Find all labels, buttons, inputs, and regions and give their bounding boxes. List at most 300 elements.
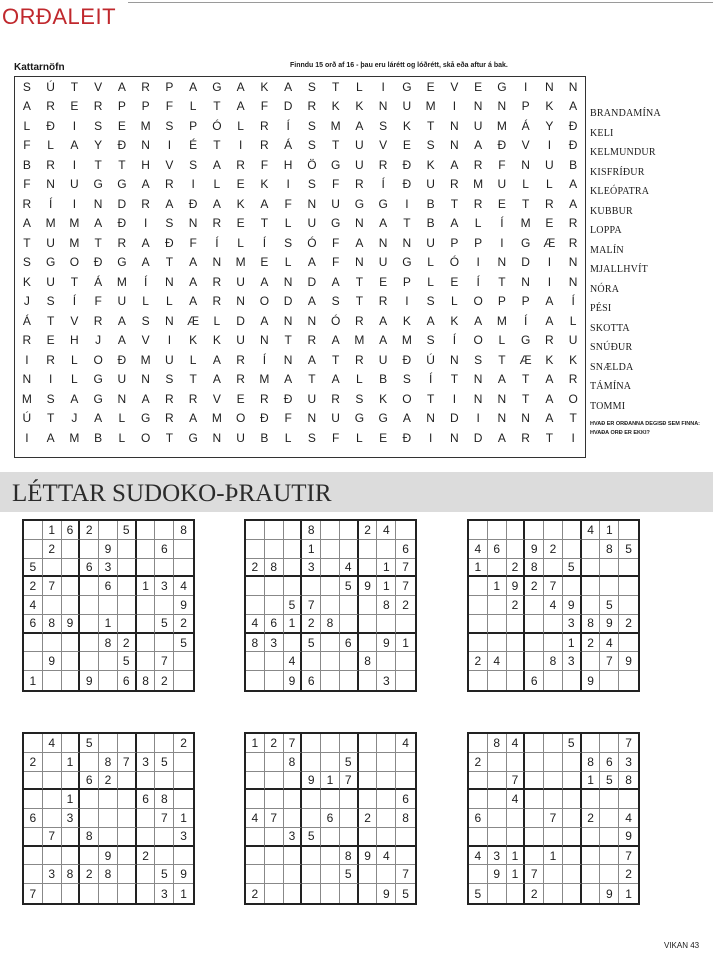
sudoku-cell[interactable]: [359, 559, 378, 578]
sudoku-cell[interactable]: [544, 521, 563, 540]
wordsearch-letter[interactable]: A: [307, 352, 316, 367]
sudoku-cell[interactable]: [525, 596, 544, 615]
wordsearch-letter[interactable]: K: [379, 391, 388, 406]
wordsearch-letter[interactable]: I: [167, 333, 172, 348]
sudoku-cell[interactable]: [284, 772, 303, 791]
wordsearch-letter[interactable]: E: [70, 99, 79, 114]
sudoku-cell[interactable]: [99, 809, 118, 828]
sudoku-cell[interactable]: [582, 559, 601, 578]
wordsearch-letter[interactable]: S: [426, 333, 435, 348]
sudoku-cell[interactable]: [174, 847, 193, 866]
sudoku-cell[interactable]: [321, 652, 340, 671]
wordsearch-letter[interactable]: N: [521, 411, 530, 426]
wordsearch-letter[interactable]: V: [212, 391, 221, 406]
wordsearch-letter[interactable]: Í: [143, 274, 148, 289]
sudoku-cell[interactable]: [80, 753, 99, 772]
sudoku-cell[interactable]: [600, 790, 619, 809]
wordsearch-letter[interactable]: G: [520, 333, 531, 348]
wordsearch-letter[interactable]: G: [330, 157, 341, 172]
wordsearch-letter[interactable]: V: [379, 138, 388, 153]
sudoku-cell[interactable]: [24, 865, 43, 884]
sudoku-cell[interactable]: [302, 847, 321, 866]
wordsearch-letter[interactable]: U: [378, 352, 388, 367]
sudoku-cell[interactable]: [563, 772, 582, 791]
wordsearch-letter[interactable]: M: [211, 411, 222, 426]
wordsearch-letter[interactable]: N: [521, 157, 530, 172]
wordsearch-letter[interactable]: M: [235, 255, 246, 270]
sudoku-cell[interactable]: [377, 865, 396, 884]
sudoku-cell[interactable]: [359, 828, 378, 847]
wordsearch-letter[interactable]: R: [355, 177, 364, 192]
wordsearch-letter[interactable]: R: [355, 313, 364, 328]
sudoku-cell[interactable]: [582, 790, 601, 809]
wordsearch-letter[interactable]: V: [70, 313, 79, 328]
sudoku-cell[interactable]: [99, 596, 118, 615]
wordsearch-letter[interactable]: A: [212, 352, 221, 367]
wordsearch-letter[interactable]: R: [568, 235, 578, 250]
sudoku-cell[interactable]: [99, 790, 118, 809]
wordsearch-letter[interactable]: L: [142, 294, 149, 309]
sudoku-cell[interactable]: [544, 865, 563, 884]
wordsearch-letter[interactable]: T: [94, 235, 102, 250]
sudoku-cell[interactable]: [118, 790, 137, 809]
sudoku-cell[interactable]: [488, 634, 507, 653]
wordsearch-letter[interactable]: S: [331, 294, 340, 309]
wordsearch-letter[interactable]: K: [331, 99, 340, 114]
wordsearch-letter[interactable]: R: [165, 411, 174, 426]
sudoku-cell[interactable]: [544, 753, 563, 772]
sudoku-cell[interactable]: [43, 559, 62, 578]
wordsearch-letter[interactable]: F: [23, 177, 31, 192]
wordsearch-letter[interactable]: I: [286, 177, 290, 192]
wordsearch-letter[interactable]: U: [236, 430, 245, 445]
wordsearch-letter[interactable]: S: [22, 79, 31, 94]
wordsearch-letter[interactable]: F: [498, 157, 506, 172]
sudoku-cell[interactable]: [302, 577, 321, 596]
sudoku-cell[interactable]: [80, 809, 99, 828]
wordsearch-letter[interactable]: A: [94, 411, 103, 426]
wordsearch-letter[interactable]: N: [473, 99, 483, 114]
wordsearch-letter[interactable]: T: [213, 138, 221, 153]
wordsearch-letter[interactable]: R: [355, 352, 364, 367]
wordsearch-letter[interactable]: B: [94, 430, 103, 445]
wordsearch-letter[interactable]: T: [94, 157, 102, 172]
wordsearch-letter[interactable]: Ð: [568, 138, 578, 153]
sudoku-cell[interactable]: [525, 615, 544, 634]
sudoku-cell[interactable]: [321, 734, 340, 753]
sudoku-cell[interactable]: [284, 521, 303, 540]
wordsearch-letter[interactable]: A: [165, 196, 174, 211]
sudoku-cell[interactable]: [174, 772, 193, 791]
wordsearch-letter[interactable]: L: [284, 430, 292, 445]
wordsearch-letter[interactable]: N: [307, 196, 317, 211]
wordsearch-letter[interactable]: A: [189, 274, 198, 289]
sudoku-cell[interactable]: [377, 652, 396, 671]
sudoku-cell[interactable]: [525, 828, 544, 847]
wordsearch-letter[interactable]: P: [165, 79, 174, 94]
wordsearch-letter[interactable]: A: [331, 274, 340, 289]
wordsearch-letter[interactable]: T: [189, 372, 197, 387]
wordsearch-letter[interactable]: E: [236, 391, 245, 406]
sudoku-cell[interactable]: [377, 753, 396, 772]
sudoku-cell[interactable]: [359, 596, 378, 615]
wordsearch-letter[interactable]: M: [330, 118, 341, 133]
sudoku-cell[interactable]: [488, 753, 507, 772]
sudoku-cell[interactable]: [265, 865, 284, 884]
sudoku-cell[interactable]: [525, 634, 544, 653]
sudoku-cell[interactable]: [43, 596, 62, 615]
wordsearch-letter[interactable]: T: [403, 216, 411, 231]
wordsearch-letter[interactable]: M: [116, 274, 127, 289]
wordsearch-letter[interactable]: Í: [48, 196, 53, 211]
sudoku-cell[interactable]: [340, 828, 359, 847]
sudoku-cell[interactable]: [302, 865, 321, 884]
sudoku-cell[interactable]: [582, 577, 601, 596]
sudoku-cell[interactable]: [563, 790, 582, 809]
sudoku-cell[interactable]: [619, 596, 638, 615]
sudoku-cell[interactable]: [155, 847, 174, 866]
wordsearch-letter[interactable]: R: [22, 333, 32, 348]
wordsearch-letter[interactable]: U: [117, 294, 127, 309]
wordsearch-letter[interactable]: M: [140, 352, 151, 367]
sudoku-cell[interactable]: [359, 540, 378, 559]
wordsearch-letter[interactable]: R: [46, 157, 55, 172]
wordsearch-letter[interactable]: A: [355, 235, 364, 250]
sudoku-cell[interactable]: [359, 734, 378, 753]
sudoku-cell[interactable]: [321, 790, 340, 809]
wordsearch-letter[interactable]: F: [284, 196, 292, 211]
sudoku-cell[interactable]: [265, 828, 284, 847]
sudoku-cell[interactable]: [265, 540, 284, 559]
sudoku-cell[interactable]: [99, 734, 118, 753]
sudoku-cell[interactable]: [43, 772, 62, 791]
sudoku-cell[interactable]: [544, 734, 563, 753]
sudoku-cell[interactable]: [137, 809, 156, 828]
wordsearch-letter[interactable]: Ð: [402, 352, 412, 367]
wordsearch-letter[interactable]: I: [191, 177, 195, 192]
wordsearch-letter[interactable]: M: [354, 333, 365, 348]
sudoku-cell[interactable]: [359, 753, 378, 772]
sudoku-cell[interactable]: [377, 790, 396, 809]
wordsearch-letter[interactable]: N: [450, 138, 459, 153]
wordsearch-letter[interactable]: T: [426, 391, 435, 406]
sudoku-cell[interactable]: [246, 865, 265, 884]
sudoku-cell[interactable]: [265, 790, 284, 809]
wordsearch-letter[interactable]: S: [165, 216, 174, 231]
wordsearch-letter[interactable]: N: [283, 274, 293, 289]
wordsearch-letter[interactable]: T: [426, 118, 435, 133]
sudoku-cell[interactable]: [284, 634, 303, 653]
sudoku-cell[interactable]: [302, 809, 321, 828]
wordsearch-letter[interactable]: T: [521, 391, 530, 406]
sudoku-cell[interactable]: [137, 521, 156, 540]
wordsearch-letter[interactable]: T: [260, 216, 269, 231]
sudoku-cell[interactable]: [469, 634, 488, 653]
wordsearch-letter[interactable]: F: [331, 235, 340, 250]
wordsearch-letter[interactable]: K: [545, 352, 554, 367]
wordsearch-letter[interactable]: I: [476, 411, 480, 426]
wordsearch-letter[interactable]: I: [428, 430, 433, 445]
sudoku-cell[interactable]: [118, 884, 137, 903]
wordsearch-letter[interactable]: M: [69, 430, 80, 445]
wordsearch-letter[interactable]: Ð: [568, 118, 578, 133]
wordsearch-letter[interactable]: Ö: [307, 157, 317, 172]
wordsearch-letter[interactable]: S: [46, 294, 55, 309]
wordsearch-letter[interactable]: M: [259, 372, 270, 387]
wordsearch-letter[interactable]: L: [284, 255, 292, 270]
wordsearch-letter[interactable]: K: [426, 157, 435, 172]
wordsearch-letter[interactable]: N: [212, 430, 222, 445]
wordsearch-letter[interactable]: I: [405, 294, 409, 309]
sudoku-cell[interactable]: [302, 652, 321, 671]
wordsearch-letter[interactable]: R: [521, 430, 530, 445]
wordsearch-letter[interactable]: O: [235, 411, 246, 426]
sudoku-cell[interactable]: [118, 772, 137, 791]
wordsearch-letter[interactable]: A: [117, 79, 126, 94]
wordsearch-letter[interactable]: E: [426, 79, 435, 94]
sudoku-cell[interactable]: [137, 596, 156, 615]
wordsearch-letter[interactable]: Í: [215, 235, 219, 250]
wordsearch-letter[interactable]: A: [545, 391, 554, 406]
sudoku-cell[interactable]: [321, 559, 340, 578]
sudoku-cell[interactable]: [137, 772, 156, 791]
sudoku-cell[interactable]: [396, 753, 415, 772]
sudoku-cell[interactable]: [24, 521, 43, 540]
wordsearch-letter[interactable]: T: [498, 274, 506, 289]
wordsearch-letter[interactable]: T: [450, 372, 459, 387]
sudoku-cell[interactable]: [321, 540, 340, 559]
sudoku-cell[interactable]: [507, 809, 526, 828]
wordsearch-letter[interactable]: N: [46, 177, 55, 192]
sudoku-cell[interactable]: [469, 772, 488, 791]
wordsearch-letter[interactable]: R: [545, 333, 554, 348]
wordsearch-letter[interactable]: A: [450, 216, 459, 231]
sudoku-cell[interactable]: [284, 577, 303, 596]
sudoku-cell[interactable]: [321, 884, 340, 903]
sudoku-cell[interactable]: [118, 615, 137, 634]
sudoku-cell[interactable]: [80, 596, 99, 615]
wordsearch-letter[interactable]: G: [520, 235, 531, 250]
wordsearch-letter[interactable]: E: [46, 333, 55, 348]
sudoku-cell[interactable]: [582, 828, 601, 847]
sudoku-cell[interactable]: [24, 790, 43, 809]
wordsearch-letter[interactable]: E: [117, 118, 126, 133]
wordsearch-letter[interactable]: G: [378, 411, 388, 426]
sudoku-cell[interactable]: [469, 734, 488, 753]
wordsearch-letter[interactable]: A: [569, 177, 578, 192]
wordsearch-letter[interactable]: K: [545, 99, 554, 114]
wordsearch-letter[interactable]: L: [498, 333, 506, 348]
sudoku-cell[interactable]: [137, 734, 156, 753]
wordsearch-letter[interactable]: G: [188, 430, 198, 445]
wordsearch-letter[interactable]: R: [165, 177, 174, 192]
wordsearch-letter[interactable]: Í: [428, 372, 433, 387]
wordsearch-letter[interactable]: G: [45, 255, 56, 270]
wordsearch-letter[interactable]: U: [307, 391, 317, 406]
wordsearch-letter[interactable]: N: [141, 372, 150, 387]
wordsearch-letter[interactable]: J: [23, 294, 30, 309]
sudoku-cell[interactable]: [359, 671, 378, 690]
wordsearch-letter[interactable]: G: [330, 216, 341, 231]
wordsearch-letter[interactable]: A: [212, 196, 221, 211]
wordsearch-letter[interactable]: E: [474, 79, 483, 94]
sudoku-cell[interactable]: [396, 671, 415, 690]
wordsearch-letter[interactable]: N: [141, 138, 150, 153]
wordsearch-letter[interactable]: A: [189, 79, 198, 94]
sudoku-cell[interactable]: [488, 615, 507, 634]
wordsearch-letter[interactable]: Í: [262, 352, 267, 367]
sudoku-cell[interactable]: [544, 828, 563, 847]
sudoku-cell[interactable]: [469, 865, 488, 884]
wordsearch-letter[interactable]: N: [355, 216, 364, 231]
wordsearch-letter[interactable]: T: [165, 430, 174, 445]
wordsearch-letter[interactable]: Í: [72, 294, 77, 309]
wordsearch-letter[interactable]: I: [547, 138, 552, 153]
sudoku-cell[interactable]: [155, 559, 174, 578]
sudoku-cell[interactable]: [321, 753, 340, 772]
wordsearch-letter[interactable]: Ó: [212, 118, 222, 133]
wordsearch-letter[interactable]: Ú: [426, 352, 435, 367]
wordsearch-letter[interactable]: F: [260, 99, 269, 114]
wordsearch-letter[interactable]: N: [165, 274, 174, 289]
wordsearch-letter[interactable]: T: [355, 274, 364, 289]
wordsearch-letter[interactable]: R: [165, 391, 174, 406]
sudoku-cell[interactable]: [137, 540, 156, 559]
wordsearch-letter[interactable]: H: [141, 157, 150, 172]
wordsearch-letter[interactable]: H: [283, 157, 293, 172]
wordsearch-letter[interactable]: N: [236, 294, 245, 309]
wordsearch-letter[interactable]: R: [260, 118, 269, 133]
wordsearch-letter[interactable]: N: [188, 216, 198, 231]
wordsearch-letter[interactable]: S: [165, 118, 174, 133]
sudoku-cell[interactable]: [302, 790, 321, 809]
sudoku-cell[interactable]: [600, 577, 619, 596]
wordsearch-letter[interactable]: Ð: [402, 430, 412, 445]
sudoku-cell[interactable]: [321, 596, 340, 615]
wordsearch-letter[interactable]: T: [70, 79, 79, 94]
sudoku-cell[interactable]: [99, 652, 118, 671]
sudoku-cell[interactable]: [43, 847, 62, 866]
sudoku-cell[interactable]: [118, 847, 137, 866]
wordsearch-letter[interactable]: Á: [284, 138, 293, 153]
wordsearch-letter[interactable]: G: [212, 79, 222, 94]
wordsearch-letter[interactable]: L: [427, 274, 434, 289]
wordsearch-letter[interactable]: U: [331, 196, 340, 211]
wordsearch-letter[interactable]: P: [450, 235, 459, 250]
wordsearch-letter[interactable]: Í: [286, 118, 290, 133]
wordsearch-letter[interactable]: Í: [452, 333, 457, 348]
wordsearch-letter[interactable]: G: [378, 196, 388, 211]
sudoku-cell[interactable]: [80, 540, 99, 559]
sudoku-cell[interactable]: [24, 634, 43, 653]
wordsearch-letter[interactable]: U: [236, 333, 245, 348]
wordsearch-letter[interactable]: L: [71, 352, 78, 367]
wordsearch-letter[interactable]: A: [307, 255, 316, 270]
wordsearch-letter[interactable]: P: [474, 235, 483, 250]
wordsearch-letter[interactable]: A: [379, 216, 388, 231]
wordsearch-letter[interactable]: A: [260, 196, 269, 211]
sudoku-cell[interactable]: [377, 828, 396, 847]
wordsearch-letter[interactable]: K: [236, 196, 245, 211]
sudoku-cell[interactable]: [24, 772, 43, 791]
sudoku-cell[interactable]: [488, 772, 507, 791]
wordsearch-letter[interactable]: K: [402, 313, 411, 328]
wordsearch-letter[interactable]: A: [141, 177, 150, 192]
wordsearch-letter[interactable]: Í: [476, 274, 480, 289]
sudoku-cell[interactable]: [246, 652, 265, 671]
wordsearch-letter[interactable]: I: [72, 196, 77, 211]
wordsearch-letter[interactable]: A: [236, 79, 245, 94]
wordsearch-letter[interactable]: M: [45, 216, 56, 231]
wordsearch-letter[interactable]: R: [545, 196, 554, 211]
wordsearch-letter[interactable]: I: [452, 391, 457, 406]
sudoku-cell[interactable]: [488, 884, 507, 903]
wordsearch-letter[interactable]: T: [498, 352, 506, 367]
wordsearch-letter[interactable]: A: [284, 79, 293, 94]
wordsearch-letter[interactable]: U: [70, 177, 79, 192]
sudoku-cell[interactable]: [544, 772, 563, 791]
wordsearch-letter[interactable]: S: [307, 177, 316, 192]
wordsearch-letter[interactable]: R: [212, 216, 222, 231]
wordsearch-letter[interactable]: G: [93, 177, 103, 192]
wordsearch-letter[interactable]: A: [497, 372, 506, 387]
sudoku-cell[interactable]: [469, 828, 488, 847]
sudoku-cell[interactable]: [488, 790, 507, 809]
wordsearch-letter[interactable]: M: [496, 313, 507, 328]
sudoku-cell[interactable]: [619, 521, 638, 540]
wordsearch-letter[interactable]: Ð: [117, 216, 127, 231]
wordsearch-letter[interactable]: S: [355, 391, 364, 406]
sudoku-cell[interactable]: [563, 753, 582, 772]
wordsearch-letter[interactable]: T: [521, 372, 530, 387]
sudoku-cell[interactable]: [137, 865, 156, 884]
sudoku-cell[interactable]: [321, 634, 340, 653]
sudoku-cell[interactable]: [469, 615, 488, 634]
wordsearch-letter[interactable]: F: [165, 99, 174, 114]
wordsearch-letter[interactable]: V: [450, 79, 459, 94]
wordsearch-letter[interactable]: A: [402, 411, 411, 426]
wordsearch-letter[interactable]: U: [497, 177, 507, 192]
wordsearch-letter[interactable]: R: [307, 333, 317, 348]
wordsearch-letter[interactable]: N: [283, 313, 293, 328]
wordsearch-letter[interactable]: L: [284, 216, 292, 231]
wordsearch-letter[interactable]: L: [451, 294, 458, 309]
sudoku-cell[interactable]: [619, 559, 638, 578]
wordsearch-letter[interactable]: M: [69, 216, 80, 231]
sudoku-cell[interactable]: [246, 772, 265, 791]
wordsearch-letter[interactable]: T: [331, 138, 340, 153]
sudoku-cell[interactable]: [507, 828, 526, 847]
wordsearch-letter[interactable]: O: [69, 255, 80, 270]
wordsearch-letter[interactable]: R: [236, 352, 245, 367]
wordsearch-letter[interactable]: L: [23, 118, 31, 133]
sudoku-cell[interactable]: [600, 847, 619, 866]
wordsearch-letter[interactable]: Y: [545, 118, 554, 133]
wordsearch-letter[interactable]: N: [568, 274, 578, 289]
sudoku-cell[interactable]: [302, 753, 321, 772]
wordsearch-letter[interactable]: B: [379, 372, 388, 387]
wordsearch-letter[interactable]: O: [93, 352, 103, 367]
wordsearch-letter[interactable]: L: [356, 430, 363, 445]
sudoku-cell[interactable]: [507, 884, 526, 903]
wordsearch-letter[interactable]: N: [568, 255, 578, 270]
wordsearch-letter[interactable]: T: [521, 196, 530, 211]
wordsearch-letter[interactable]: Ð: [117, 138, 127, 153]
wordsearch-letter[interactable]: E: [236, 177, 245, 192]
sudoku-cell[interactable]: [469, 790, 488, 809]
wordsearch-letter[interactable]: Æ: [519, 352, 532, 367]
wordsearch-letter[interactable]: S: [141, 313, 150, 328]
